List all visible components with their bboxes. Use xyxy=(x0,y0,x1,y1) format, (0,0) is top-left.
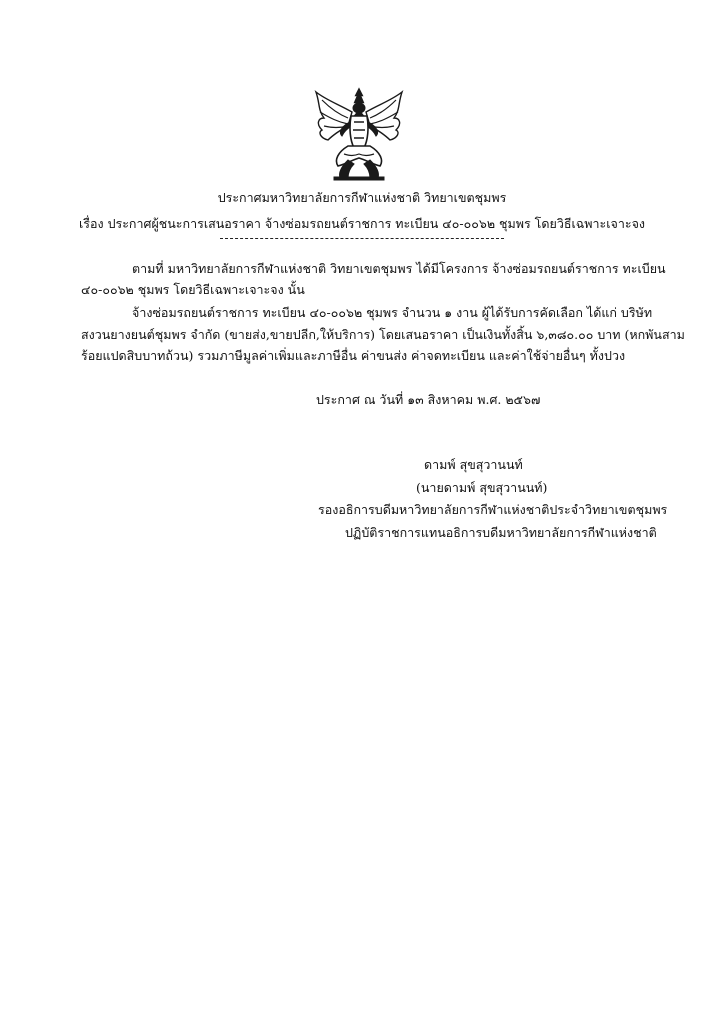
signer-name: ดามพ์ สุขสุวานนท์ xyxy=(424,457,523,472)
paragraph-1-line-1: ตามที่ มหาวิทยาลัยการกีฬาแห่งชาติ วิทยาเขตชุมพร ได้มีโครงการ จ้างซ่อมรถยนต์ราชการ ทะเบียน xyxy=(132,261,666,276)
announcement-date: ประกาศ ณ วันที่ ๑๓ สิงหาคม พ.ศ. ๒๕๖๗ xyxy=(316,392,541,407)
separator-line xyxy=(220,238,504,239)
signer-full-name: (นายดามพ์ สุขสุวานนท์) xyxy=(416,480,548,495)
paragraph-2-line-2: สงวนยางยนต์ชุมพร จำกัด (ขายส่ง,ขายปลีก,ให้บริการ) โดยเสนอราคา เป็นเงินทั้งสิ้น ๖,๓๘๐.๐๐ บาท (หกพันสาม xyxy=(81,327,685,342)
garuda-emblem-icon xyxy=(308,86,410,182)
paragraph-2-line-1: จ้างซ่อมรถยนต์ราชการ ทะเบียน ๔๐-๐๐๖๒ ชุมพร จำนวน ๑ งาน ผู้ได้รับการคัดเลือก ได้แก่ บริษัท xyxy=(132,305,653,320)
signer-position: รองอธิการบดีมหาวิทยาลัยการกีฬาแห่งชาติประจำวิทยาเขตชุมพร xyxy=(318,502,668,517)
document-title: ประกาศมหาวิทยาลัยการกีฬาแห่งชาติ วิทยาเขตชุมพร xyxy=(217,190,507,205)
signer-acting-position: ปฏิบัติราชการแทนอธิการบดีมหาวิทยาลัยการกีฬาแห่งชาติ xyxy=(345,525,657,540)
document-subject: เรื่อง ประกาศผู้ชนะการเสนอราคา จ้างซ่อมรถยนต์ราชการ ทะเบียน ๔๐-๐๐๖๒ ชุมพร โดยวิธีเฉพาะเจาะจง xyxy=(79,216,645,231)
paragraph-1-line-2: ๔๐-๐๐๖๒ ชุมพร โดยวิธีเฉพาะเจาะจง นั้น xyxy=(81,282,305,297)
paragraph-2-line-3: ร้อยแปดสิบบาทถ้วน) รวมภาษีมูลค่าเพิ่มและภาษีอื่น ค่าขนส่ง ค่าจดทะเบียน และค่าใช้จ่ายอื่นๆ ทั้งปวง xyxy=(81,348,626,363)
